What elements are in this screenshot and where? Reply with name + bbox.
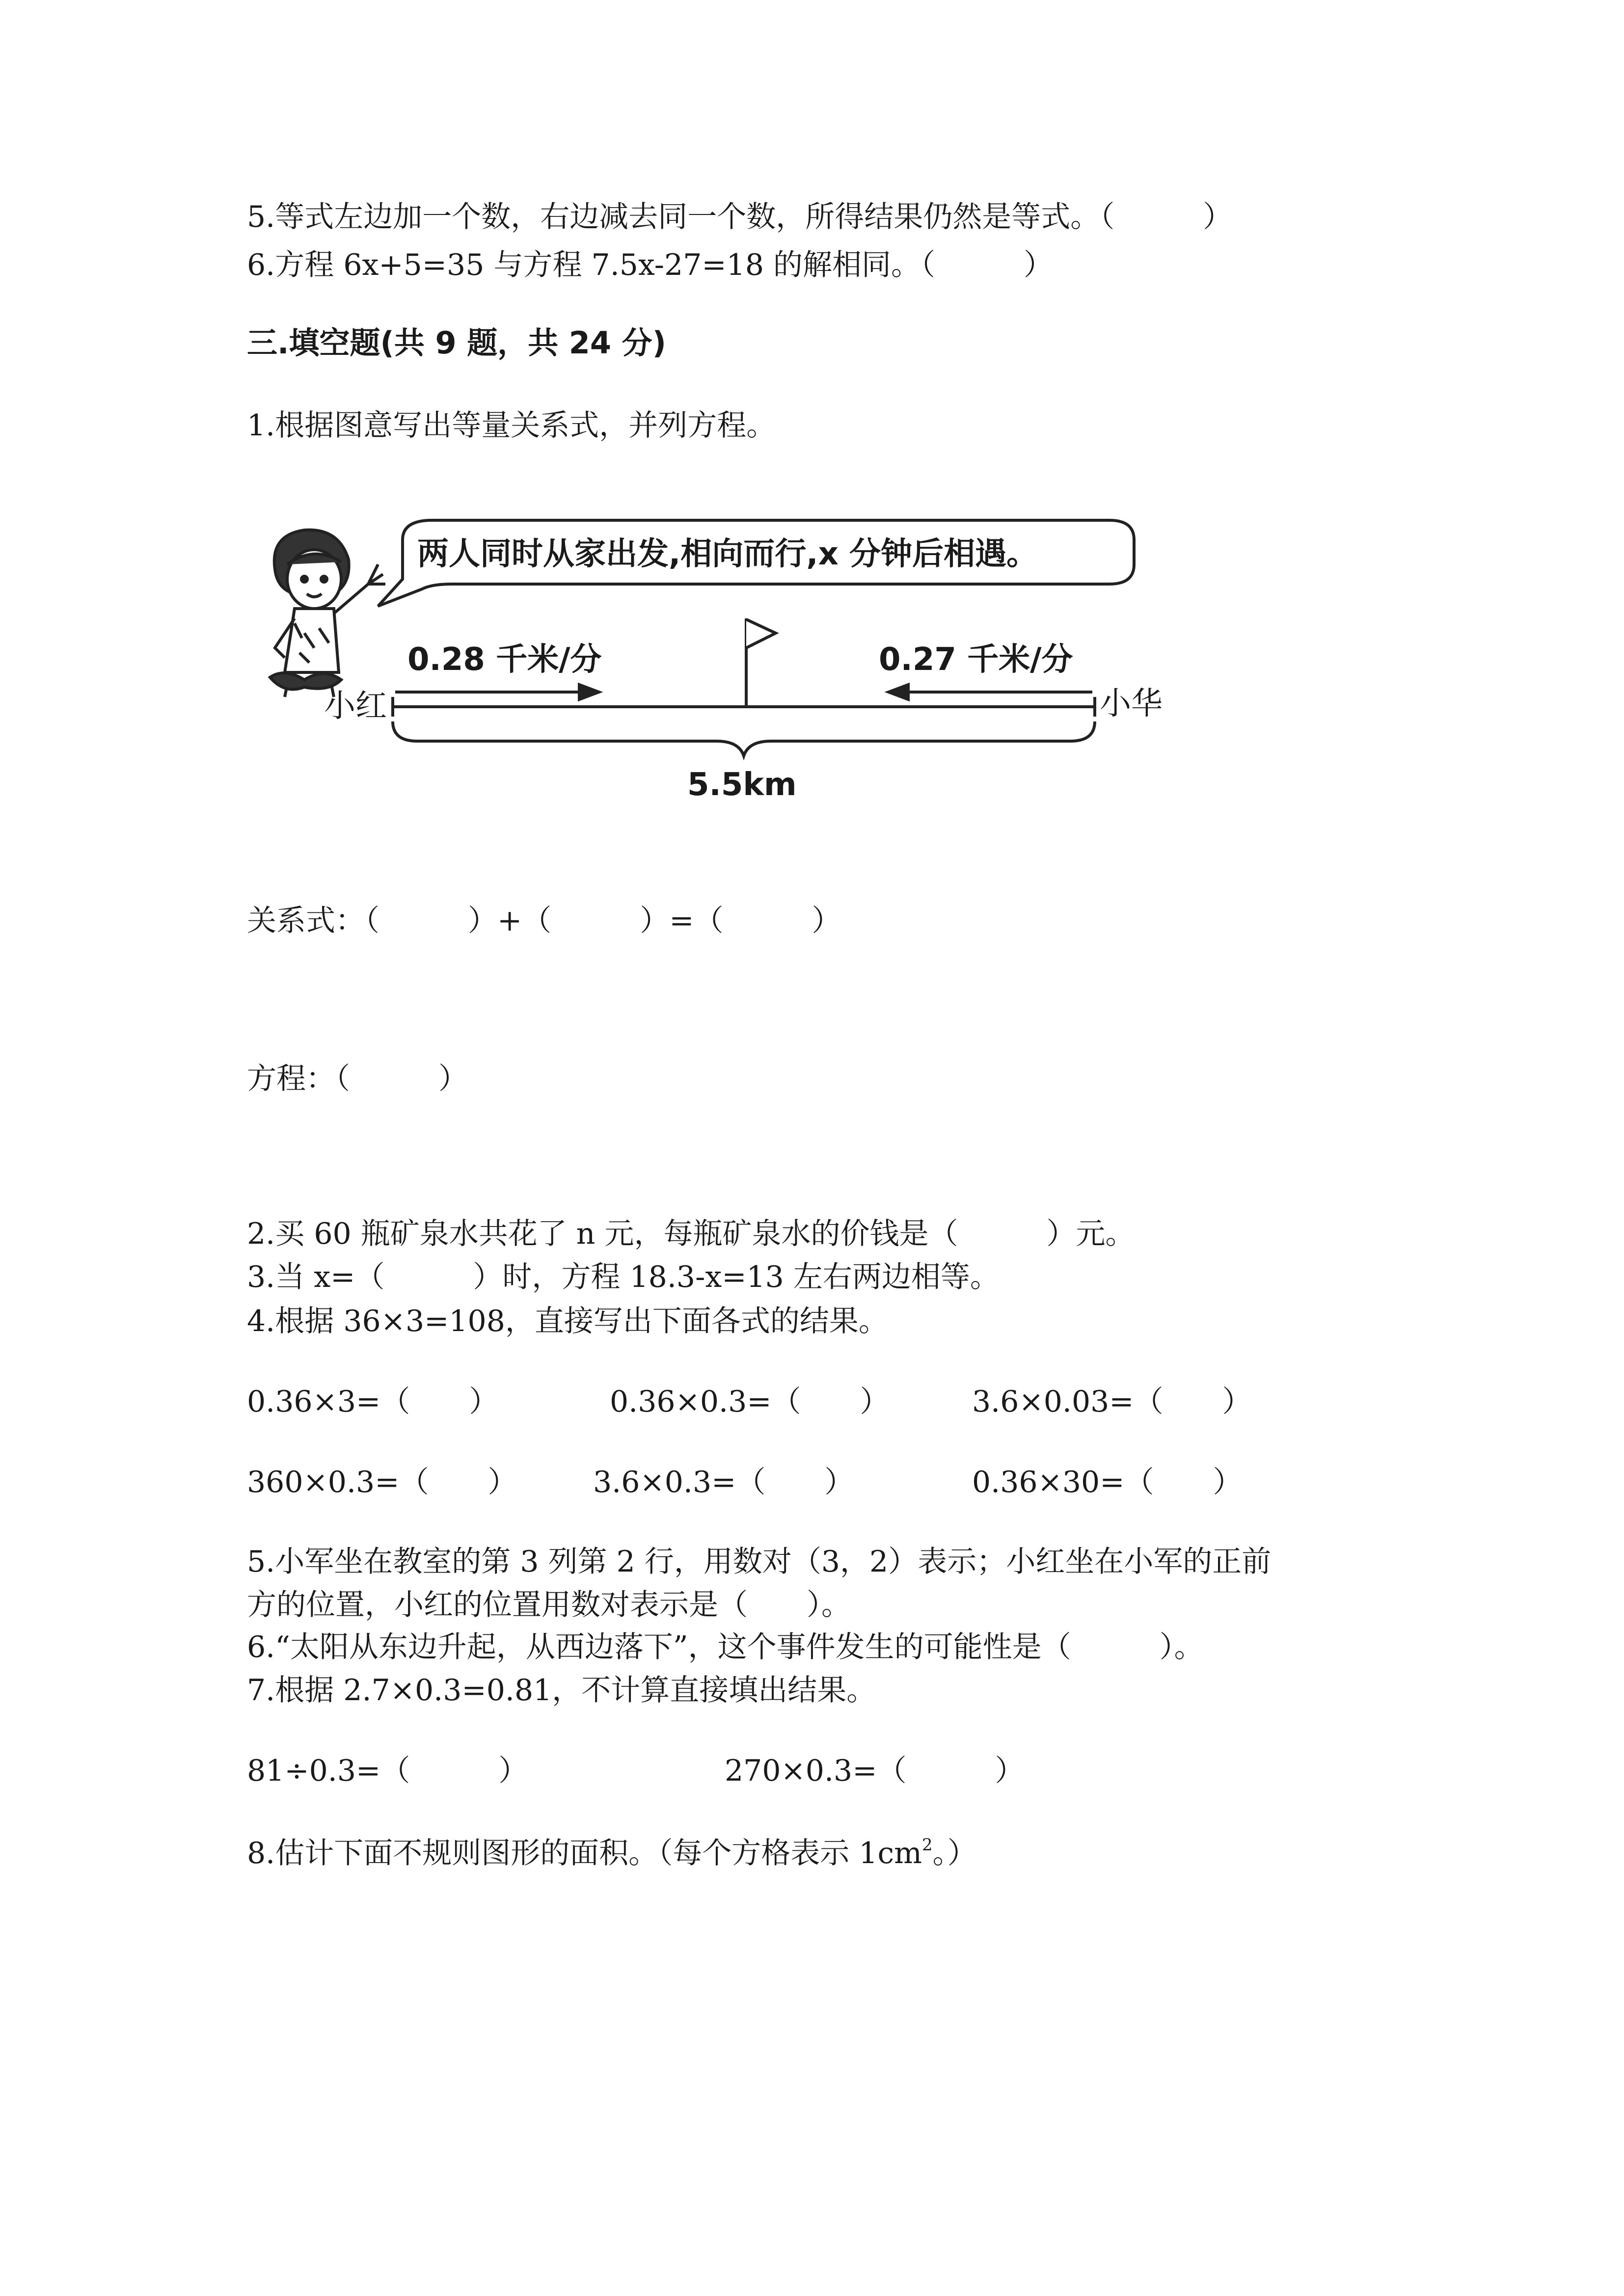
fill-question-2: 2.买 60 瓶矿泉水共花了 n 元，每瓶矿泉水的价钱是（ ）元。 bbox=[247, 1217, 1135, 1251]
right-speed-arrow bbox=[889, 685, 1092, 699]
equation-answer-line: 方程：（ ） bbox=[247, 1062, 468, 1096]
right-speed-label: 0.27 千米/分 bbox=[879, 641, 1073, 678]
right-person-name: 小华 bbox=[1100, 686, 1163, 722]
fill-question-3: 3.当 x=（ ）时，方程 18.3-x=13 左右两边相等。 bbox=[247, 1260, 1000, 1294]
flag-icon bbox=[746, 618, 776, 707]
fill-question-5-line-2: 方的位置，小红的位置用数对表示是（ ）。 bbox=[247, 1588, 851, 1622]
q4-item-6: 0.36×30=（ ） bbox=[972, 1465, 1243, 1499]
q4-item-5: 3.6×0.3=（ ） bbox=[593, 1465, 854, 1499]
true-false-question-6: 6.方程 6x+5=35 与方程 7.5x-27=18 的解相同。（ ） bbox=[247, 248, 1054, 282]
fill-question-8 bbox=[247, 1835, 977, 1870]
meeting-problem-figure bbox=[255, 510, 1218, 825]
q8-superscript: 2 bbox=[922, 1835, 933, 1855]
q4-item-2: 0.36×0.3=（ ） bbox=[610, 1385, 890, 1419]
relation-answer-line: 关系式：（ ）+（ ）=（ ） bbox=[247, 904, 841, 938]
speech-bubble-text: 两人同时从家出发,相向而行,x 分钟后相遇。 bbox=[417, 536, 1038, 572]
q8-tail: 。） bbox=[932, 1836, 977, 1870]
section-heading: 三.填空题(共 9 题，共 24 分) bbox=[247, 325, 666, 361]
q8-text: 8.估计下面不规则图形的面积。（每个方格表示 1cm bbox=[247, 1836, 922, 1870]
fill-question-6: 6.“太阳从东边升起，从西边落下”，这个事件发生的可能性是（ ）。 bbox=[247, 1630, 1204, 1664]
left-person-name: 小红 bbox=[324, 688, 387, 724]
fill-question-5-line-1: 5.小军坐在教室的第 3 列第 2 行，用数对（3，2）表示；小红坐在小军的正前 bbox=[247, 1545, 1272, 1579]
girl-cartoon-icon bbox=[270, 530, 385, 697]
fill-question-1: 1.根据图意写出等量关系式，并列方程。 bbox=[247, 408, 776, 443]
left-speed-label: 0.28 千米/分 bbox=[407, 641, 602, 678]
left-speed-arrow bbox=[395, 685, 599, 699]
distance-label: 5.5km bbox=[687, 767, 797, 803]
q4-item-4: 360×0.3=（ ） bbox=[247, 1465, 517, 1499]
fill-question-7: 7.根据 2.7×0.3=0.81，不计算直接填出结果。 bbox=[247, 1673, 876, 1708]
true-false-question-5: 5.等式左边加一个数，右边减去同一个数，所得结果仍然是等式。（ ） bbox=[247, 200, 1233, 234]
q4-item-3: 3.6×0.03=（ ） bbox=[972, 1385, 1252, 1419]
q4-item-1: 0.36×3=（ ） bbox=[247, 1385, 499, 1419]
fill-question-4: 4.根据 36×3=108，直接写出下面各式的结果。 bbox=[247, 1304, 888, 1338]
q7-item-2: 270×0.3=（ ） bbox=[725, 1754, 1025, 1788]
distance-brace bbox=[393, 721, 1095, 756]
q7-item-1: 81÷0.3=（ ） bbox=[247, 1754, 528, 1788]
